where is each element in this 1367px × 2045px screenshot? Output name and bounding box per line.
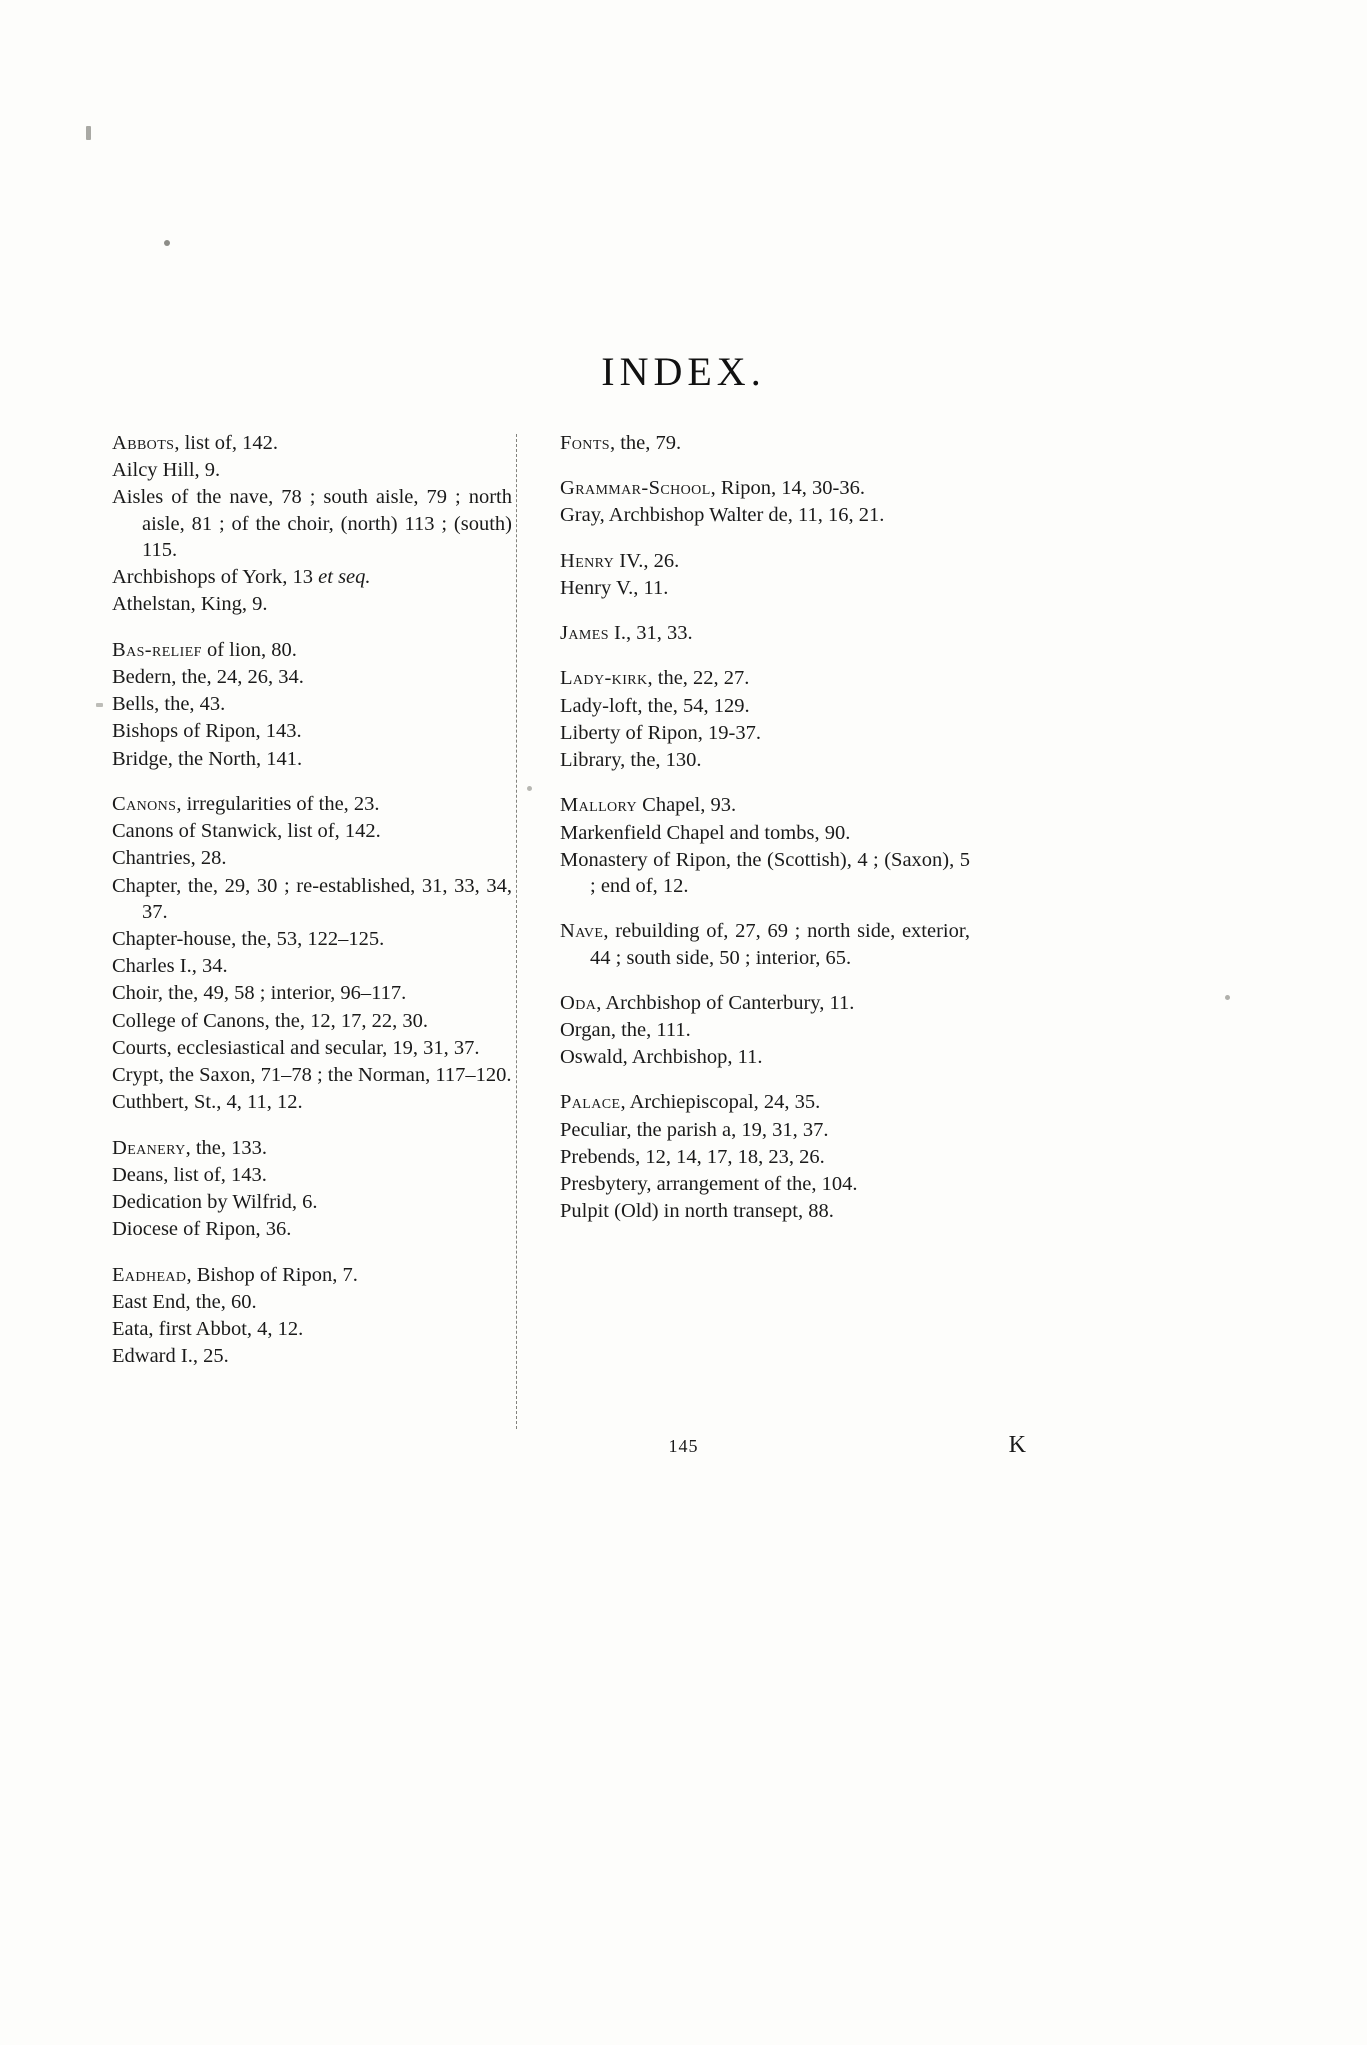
index-group <box>560 990 970 1071</box>
index-entry-text: , rebuilding of, 27, 69 ; north side, exterior, 44 ; south side, 50 ; interior, 65. <box>590 920 970 969</box>
index-entry <box>112 718 512 744</box>
index-entry-headword: Oda <box>560 991 597 1014</box>
index-entry-headword: Deanery <box>112 1136 186 1159</box>
index-entry <box>560 820 970 846</box>
scan-artifact-speck <box>1225 995 1230 1000</box>
index-entry <box>112 791 512 817</box>
index-entry-text: Choir, the, 49, 58 ; interior, 96–117. <box>112 982 407 1005</box>
index-column-right <box>530 430 970 1389</box>
index-entry-text: Liberty of Ripon, 19-37. <box>560 721 761 744</box>
index-entry-text: Athelstan, King, 9. <box>112 593 268 616</box>
index-entry-text: of lion, 80. <box>201 638 297 661</box>
index-entry-text: Organ, the, 111. <box>560 1018 691 1041</box>
index-entry <box>112 1216 512 1242</box>
index-entry-text: Bishops of Ripon, 143. <box>112 720 302 743</box>
index-entry <box>560 475 970 501</box>
index-entry <box>112 926 512 952</box>
index-entry <box>112 664 512 690</box>
index-entry <box>112 564 512 590</box>
folio-number: 145 <box>668 1436 699 1456</box>
index-entry-headword: Lady-kirk <box>560 667 648 690</box>
index-entry <box>112 1316 512 1342</box>
index-entry <box>112 746 512 772</box>
index-entry-text: East End, the, 60. <box>112 1290 257 1313</box>
index-entry-text: Chantries, 28. <box>112 847 227 870</box>
index-entry <box>112 1062 512 1088</box>
index-entry-text: , the, 133. <box>185 1136 268 1159</box>
index-entry <box>112 591 512 617</box>
index-group <box>560 918 970 970</box>
index-entry-headword: Fonts <box>560 432 610 454</box>
index-entry <box>560 792 970 818</box>
index-group <box>560 430 970 456</box>
page-title: INDEX. <box>601 349 766 394</box>
index-entry <box>560 1144 970 1170</box>
index-group <box>112 791 512 1116</box>
index-entry-text: Cuthbert, St., 4, 11, 12. <box>112 1091 303 1114</box>
index-entry <box>560 430 970 456</box>
index-entry <box>112 1008 512 1034</box>
index-entry-headword: Eadhead <box>112 1263 187 1286</box>
index-entry-text: Deans, list of, 143. <box>112 1163 267 1186</box>
index-group <box>560 548 970 601</box>
index-entry-text: Henry V., 11. <box>560 576 669 599</box>
scan-artifact-speck <box>164 240 170 246</box>
index-entry-text: Prebends, 12, 14, 17, 18, 23, 26. <box>560 1145 825 1168</box>
index-entry <box>112 953 512 979</box>
index-group <box>560 665 970 773</box>
scan-artifact-speck <box>96 703 103 707</box>
index-entry-text: I., 31, 33. <box>608 622 693 645</box>
index-entry-headword: Grammar-School <box>560 477 711 500</box>
index-entry-text: Library, the, 130. <box>560 749 702 772</box>
index-entry-text: , Ripon, 14, 30-36. <box>710 477 865 500</box>
index-entry-text: Pulpit (Old) in north transept, 88. <box>560 1200 834 1223</box>
index-entry-headword: James <box>560 622 609 645</box>
index-columns <box>112 430 1152 1389</box>
index-entry <box>112 1135 512 1161</box>
index-entry <box>112 818 512 844</box>
index-entry <box>560 847 970 899</box>
index-entry-text: , Bishop of Ripon, 7. <box>186 1263 358 1286</box>
index-entry-text: Charles I., 34. <box>112 955 228 978</box>
index-entry-text: , list of, 142. <box>174 432 278 454</box>
index-entry-text: Gray, Archbishop Walter de, 11, 16, 21. <box>560 504 885 527</box>
index-entry-text: IV., 26. <box>614 549 680 572</box>
index-entry <box>112 484 512 563</box>
index-entry <box>560 665 970 691</box>
index-entry-headword: Mallory <box>560 794 638 817</box>
index-entry-text: , the, 79. <box>609 432 682 454</box>
index-entry-text: , irregularities of the, 23. <box>176 792 380 815</box>
index-entry-text: Monastery of Ripon, the (Scottish), 4 ; (Saxon), 5 ; end of, 12. <box>560 848 970 898</box>
index-entry-text: Peculiar, the parish a, 19, 31, 37. <box>560 1118 829 1141</box>
index-entry-headword: Bas-relief <box>112 638 202 661</box>
index-entry <box>112 457 512 483</box>
index-group <box>112 1135 512 1243</box>
index-entry-text: Courts, ecclesiastical and secular, 19, 31, 37. <box>112 1036 480 1059</box>
index-entry <box>560 1198 970 1224</box>
index-entry <box>112 637 512 663</box>
index-group <box>112 637 512 772</box>
index-entry <box>560 720 970 746</box>
index-entry <box>112 845 512 871</box>
index-entry <box>560 1117 970 1143</box>
index-entry-text: Oswald, Archbishop, 11. <box>560 1046 763 1069</box>
index-entry-text: , Archiepiscopal, 24, 35. <box>620 1091 821 1114</box>
index-entry <box>112 1289 512 1315</box>
index-entry <box>112 1262 512 1288</box>
index-entry-italic: et seq. <box>318 566 371 589</box>
index-entry <box>560 502 970 528</box>
index-entry <box>560 1017 970 1043</box>
index-entry-text: Crypt, the Saxon, 71–78 ; the Norman, 117–120. <box>112 1064 512 1087</box>
index-entry-text: Bedern, the, 24, 26, 34. <box>112 665 304 688</box>
index-entry <box>560 548 970 574</box>
index-group <box>112 1262 512 1370</box>
index-entry <box>560 1171 970 1197</box>
index-entry-text: Eata, first Abbot, 4, 12. <box>112 1318 304 1341</box>
index-group <box>560 1089 970 1224</box>
index-column-left <box>112 430 530 1389</box>
index-entry <box>112 980 512 1006</box>
index-entry-text: Ailcy Hill, 9. <box>112 459 221 482</box>
index-entry-text: Bells, the, 43. <box>112 693 226 716</box>
index-group <box>112 430 512 618</box>
index-entry-text: Bridge, the North, 141. <box>112 747 303 770</box>
index-entry-headword: Canons <box>112 792 177 815</box>
index-entry-text: Edward I., 25. <box>112 1345 229 1368</box>
index-entry-text: , Archbishop of Canterbury, 11. <box>596 991 855 1014</box>
index-entry <box>112 873 512 925</box>
index-entry-text: College of Canons, the, 12, 17, 22, 30. <box>112 1009 429 1032</box>
index-entry <box>112 1035 512 1061</box>
index-entry-text: Dedication by Wilfrid, 6. <box>112 1191 318 1214</box>
index-entry <box>112 691 512 717</box>
index-entry-text: Diocese of Ripon, 36. <box>112 1218 292 1241</box>
index-entry-text: Presbytery, arrangement of the, 104. <box>560 1173 858 1196</box>
index-entry <box>560 1089 970 1115</box>
index-entry-headword: Henry <box>560 549 615 572</box>
index-entry <box>560 575 970 601</box>
index-entry <box>112 430 512 456</box>
index-entry <box>560 990 970 1016</box>
index-entry <box>560 693 970 719</box>
index-entry-headword: Abbots <box>112 432 175 454</box>
index-entry-headword: Nave <box>560 920 604 943</box>
index-entry-text: , the, 22, 27. <box>647 667 750 690</box>
index-entry-text: Canons of Stanwick, list of, 142. <box>112 820 381 843</box>
index-entry <box>112 1343 512 1369</box>
signature-mark: K <box>1008 1432 1027 1458</box>
index-group <box>560 792 970 899</box>
index-entry-headword: Palace <box>560 1091 621 1114</box>
index-entry-text: Markenfield Chapel and tombs, 90. <box>560 821 851 844</box>
index-entry <box>560 747 970 773</box>
scan-artifact-speck <box>86 126 91 140</box>
index-entry <box>560 620 970 646</box>
index-entry-text: Archbishops of York, 13 et seq. <box>112 566 371 589</box>
page-footer <box>0 1432 1367 1466</box>
index-entry-text: Lady-loft, the, 54, 129. <box>560 694 750 717</box>
index-entry <box>112 1089 512 1115</box>
index-entry-text: Chapter, the, 29, 30 ; re-established, 31, 33, 34, 37. <box>112 874 512 923</box>
index-entry <box>560 918 970 970</box>
index-group <box>560 475 970 528</box>
index-entry <box>560 1044 970 1070</box>
index-entry-text: Aisles of the nave, 78 ; south aisle, 79 ; north aisle, 81 ; of the choir, (north) 113 ; (south) 115. <box>112 486 512 561</box>
index-entry-text: Chapel, 93. <box>637 794 737 817</box>
index-entry <box>112 1162 512 1188</box>
index-entry <box>112 1189 512 1215</box>
index-group <box>560 620 970 646</box>
index-entry-text: Chapter-house, the, 53, 122–125. <box>112 927 385 950</box>
